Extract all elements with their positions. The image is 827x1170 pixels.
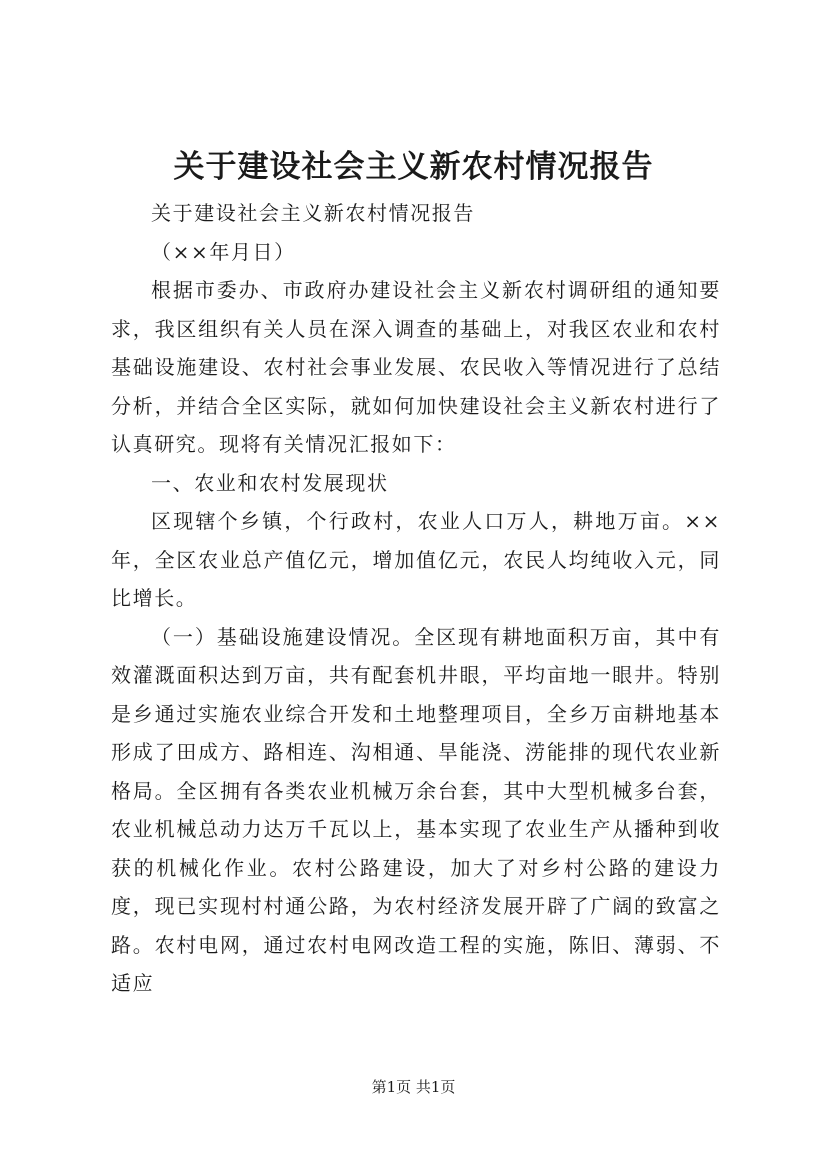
infrastructure-paragraph: （一）基础设施建设情况。全区现有耕地面积万亩，其中有效灌溉面积达到万亩，共有配套机井眼，平均亩地一眼井。特别是乡通过实施农业综合开发和土地整理项目，全乡万亩耕地基本形成了田成方、路相连、沟相通、旱能浇、涝能排的现代农业新格局。全区拥有各类农业机械万余台套，其中大型机械多台套，农业机械总动力达万千瓦以上，基本实现了农业生产从播种到收获的机械化作业。农村公路建设，加大了对乡村公路的建设力度，现已实现村村通公路，为农村经济发展开辟了广阔的致富之路。农村电网，通过农村电网改造工程的实施，陈旧、薄弱、不适应 — [111, 624, 721, 995]
document-body — [111, 194, 721, 1003]
date-paragraph: （××年月日） — [151, 239, 296, 264]
page-number-footer: 第1页 共1页 — [371, 1078, 456, 1096]
section-heading: 一、农业和农村发展现状 — [151, 470, 389, 495]
document-title: 关于建设社会主义新农村情况报告 — [173, 149, 654, 185]
overview-paragraph: 区现辖个乡镇，个行政村，农业人口万人，耕地万亩。××年，全区农业总产值亿元，增加值亿元，农民人均纯收入元，同比增长。 — [111, 509, 721, 610]
subtitle-paragraph: 关于建设社会主义新农村情况报告 — [151, 201, 475, 225]
intro-paragraph: 根据市委办、市政府办建设社会主义新农村调研组的通知要求，我区组织有关人员在深入调查的基础上，对我区农业和农村基础设施建设、农村社会事业发展、农民收入等情况进行了总结分析，并结合全区实际，就如何加快建设社会主义新农村进行了认真研究。现将有关情况汇报如下： — [111, 278, 721, 456]
